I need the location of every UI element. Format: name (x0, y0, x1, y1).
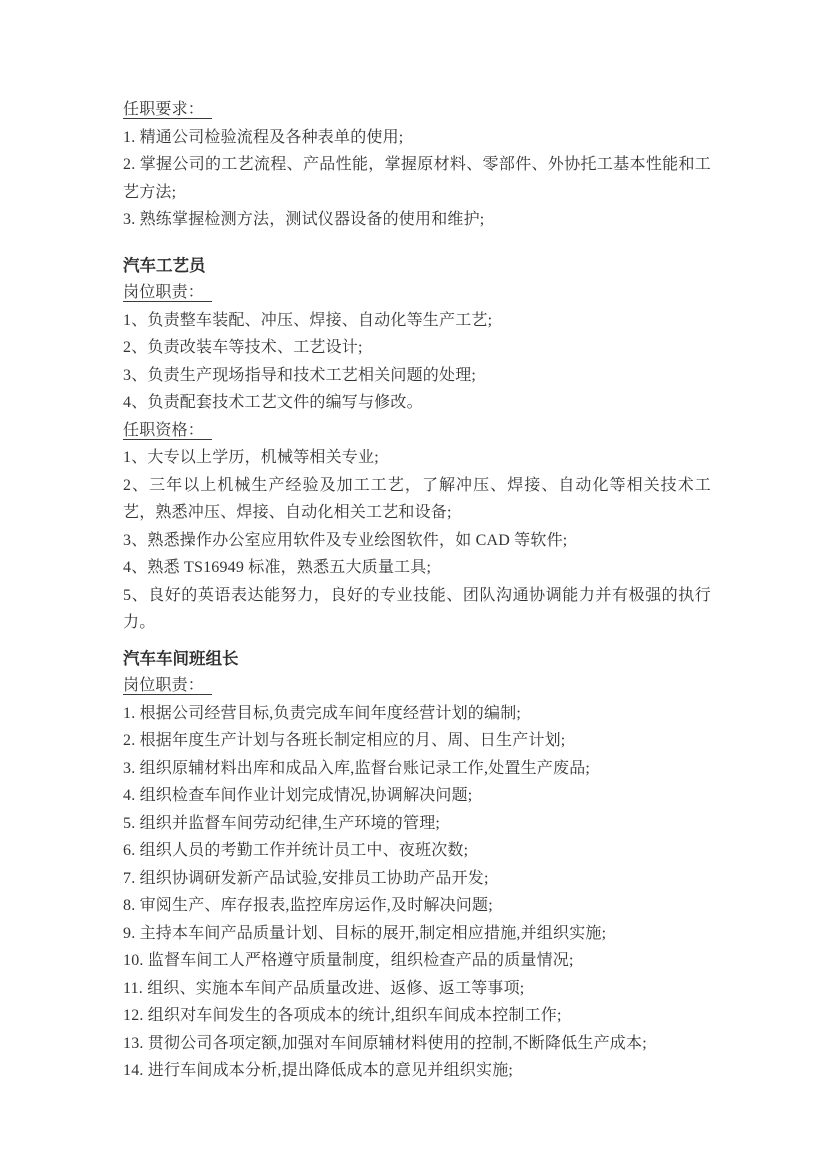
job-title-workshop-team-leader: 汽车车间班组长 (123, 648, 239, 668)
list-item: 3. 熟练掌握检测方法，测试仪器设备的使用和维护; (123, 211, 485, 228)
list-item: 10. 监督车间工人严格遵守质量制度，组织检查产品的质量情况; (123, 952, 574, 969)
subsection-heading-duties: 岗位职责： (123, 677, 212, 695)
subsection-heading-duties: 岗位职责： (123, 284, 212, 302)
list-item: 3、熟悉操作办公室应用软件及专业绘图软件，如 CAD 等软件; (123, 531, 568, 549)
list-item: 13. 贯彻公司各项定额,加强对车间原辅材料使用的控制,不断降低生产成本; (123, 1034, 647, 1052)
list-item: 2、三年以上机械生产经验及加工工艺，了解冲压、焊接、自动化等相关技术工艺，熟悉冲压、焊接、自动化相关工艺和设备; (123, 476, 711, 521)
list-item: 5. 组织并监督车间劳动纪律,生产环境的管理; (123, 814, 441, 832)
section-heading-row (123, 279, 711, 307)
list-item: 2、负责改装车等技术、工艺设计; (123, 339, 363, 356)
list-item: 9. 主持本车间产品质量计划、目标的展开,制定相应措施,并组织实施; (123, 924, 607, 942)
list-item: 12. 组织对车间发生的各项成本的统计,组织车间成本控制工作; (123, 1007, 562, 1024)
section-job-workshop-team-leader (123, 645, 711, 1085)
section-heading-row (123, 96, 711, 124)
list-item: 4、熟悉 TS16949 标准，熟悉五大质量工具; (123, 559, 432, 576)
list-item: 5、良好的英语表达能努力，良好的专业技能、团队沟通协调能力并有极强的执行力。 (123, 586, 711, 631)
list-item: 11. 组织、实施本车间产品质量改进、返修、返工等事项; (123, 979, 525, 997)
section-job-process-technician (123, 252, 711, 637)
list-item: 3. 组织原辅材料出库和成品入库,监督台账记录工作,处置生产废品; (123, 759, 591, 777)
list-item: 4. 组织检查车间作业计划完成情况,协调解决问题; (123, 787, 473, 804)
section-heading-row (123, 672, 711, 700)
list-item: 6. 组织人员的考勤工作并统计员工中、夜班次数; (123, 842, 469, 859)
list-item: 1. 根据公司经营目标,负责完成车间年度经营计划的编制; (123, 704, 522, 722)
subsection-heading-qualifications: 任职资格： (123, 422, 212, 440)
job-title-process-technician: 汽车工艺员 (123, 255, 206, 275)
list-item: 3、负责生产现场指导和技术工艺相关问题的处理; (123, 366, 477, 384)
list-item: 4、负责配套技术工艺文件的编写与修改。 (123, 394, 423, 411)
list-item: 2. 掌握公司的工艺流程、产品性能，掌握原材料、零部件、外协托工基本性能和工艺方法; (123, 156, 711, 201)
list-item: 7. 组织协调研发新产品试验,安排员工协助产品开发; (123, 869, 489, 887)
section-job-requirements (123, 96, 711, 234)
list-item: 1. 精通公司检验流程及各种表单的使用; (123, 128, 404, 146)
section-heading-requirements: 任职要求： (123, 101, 212, 119)
list-item: 1、负责整车装配、冲压、焊接、自动化等生产工艺; (123, 311, 493, 329)
list-item: 14. 进行车间成本分析,提出降低成本的意见并组织实施; (123, 1062, 514, 1079)
list-item: 1、大专以上学历，机械等相关专业; (123, 449, 379, 466)
list-item: 2. 根据年度生产计划与各班长制定相应的月、周、日生产计划; (123, 732, 566, 749)
list-item: 8. 审阅生产、库存报表,监控库房运作,及时解决问题; (123, 897, 493, 914)
section-heading-row (123, 417, 711, 445)
